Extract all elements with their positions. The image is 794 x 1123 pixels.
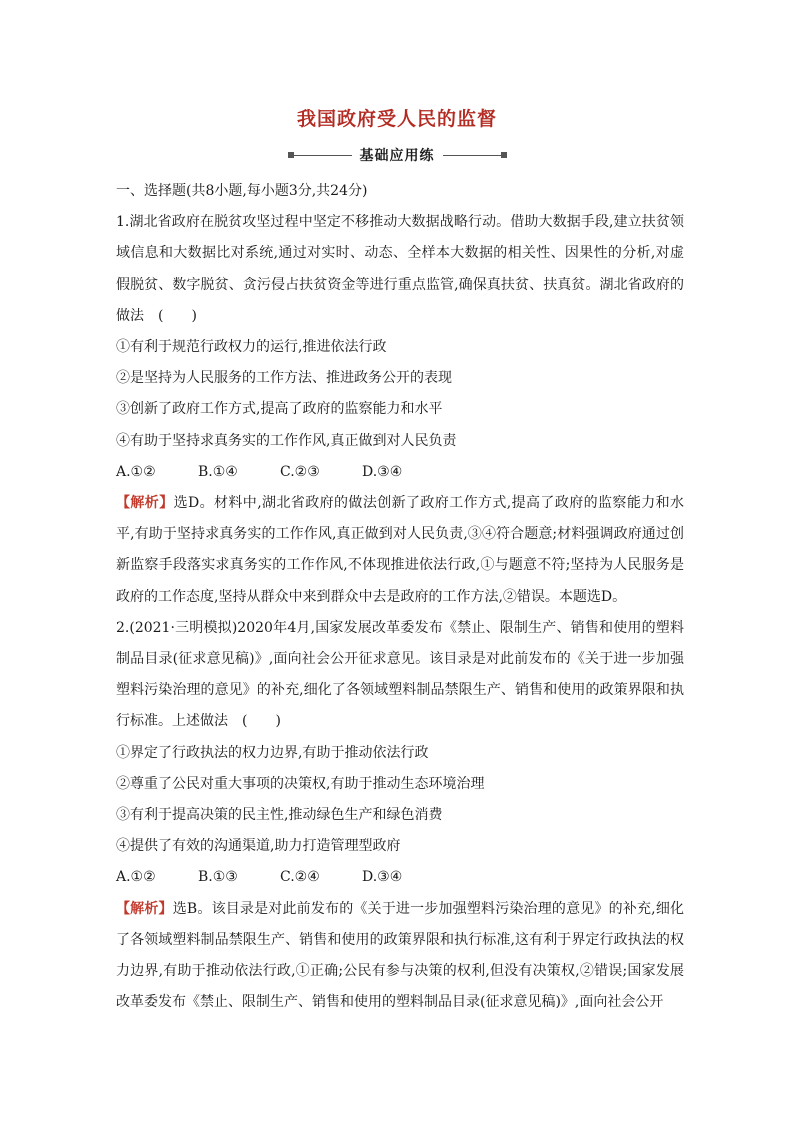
analysis-text: 选B。该目录是对此前发布的《关于进一步加强塑料污染治理的意见》的补充,细化了各领域塑料制品禁限生产、销售和使用的政策界限和执行标准,这有利于界定行政执法的权力边界,有助于推动依法行政,①正确;公民有参与决策的权利,但没有决策权,②错误;国家发展改革委发布《禁止、限制生产、销售和使用的塑料制品目录(征求意见稿)》,面向社会公开 [116, 900, 684, 1011]
option-b: B.①③ [198, 869, 238, 886]
analysis-tag: 【解析】 [116, 495, 174, 512]
question-2-analysis [116, 894, 684, 1019]
section-header [0, 145, 794, 165]
option-d: D.③④ [362, 463, 403, 480]
question-1-analysis [116, 488, 684, 613]
option-a: A.①② [116, 463, 156, 480]
analysis-text: 选D。材料中,湖北省政府的做法创新了政府工作方式,提高了政府的监察能力和水平,有助于坚持求真务实的工作作风,真正做到对人民负责,③④符合题意;材料强调政府通过创新监察手段落实求真务实的工作作风,不体现推进依法行政,①与题意不符;坚持为人民服务是政府的工作态度,坚持从群众中来到群众中去是政府的工作方法,②错误。本题选D。 [116, 495, 685, 605]
analysis-tag: 【解析】 [116, 900, 173, 917]
question-1-item: ②是坚持为人民服务的工作方法、推进政务公开的表现 [116, 370, 452, 387]
question-1-stem: 1.湖北省政府在脱贫攻坚过程中坚定不移推动大数据战略行动。借助大数据手段,建立扶贫领域信息和大数据比对系统,通过对实时、动态、全样本大数据的相关性、因果性的分析,对虚假脱贫、数字脱贫、贪污侵占扶贫资金等进行重点监管,确保真扶贫、扶真贫。湖北省政府的做法 ( ) [116, 214, 684, 324]
question-2-item: ④提供了有效的沟通渠道,助力打造管理型政府 [116, 838, 401, 855]
question-2-stem: 2.(2021·三明模拟)2020年4月,国家发展改革委发布《禁止、限制生产、销售和使用的塑料制品目录(征求意见稿)》,面向社会公开征求意见。该目录是对此前发布的《关于进一步加强塑料污染治理的意见》的补充,细化了各领域塑料制品禁限生产、销售和使用的政策界限和执行标准。上述做法 ( ) [116, 619, 684, 730]
section-label: 基础应用练 [359, 148, 435, 164]
section-rule-right [443, 155, 501, 156]
question-1-item: ④有助于坚持求真务实的工作作风,真正做到对人民负责 [116, 432, 457, 449]
document-body [116, 176, 684, 1018]
question-2-item: ②尊重了公民对重大事项的决策权,有助于推动生态环境治理 [116, 775, 485, 792]
option-a: A.①② [116, 869, 156, 886]
part-heading: 一、选择题(共8小题,每小题3分,共24分) [116, 183, 368, 199]
option-c: C.②③ [280, 463, 320, 480]
question-1-options [116, 457, 684, 488]
question-2-item: ①界定了行政执法的权力边界,有助于推动依法行政 [116, 744, 429, 761]
question-1-item: ①有利于规范行政权力的运行,推进依法行政 [116, 339, 387, 356]
option-c: C.②④ [280, 869, 320, 886]
section-rule-left [294, 155, 352, 156]
page-title: 我国政府受人民的监督 [296, 108, 497, 130]
question-2-options [116, 862, 684, 893]
option-d: D.③④ [362, 869, 403, 886]
question-1-item: ③创新了政府工作方式,提高了政府的监察能力和水平 [116, 401, 443, 418]
question-2-item: ③有利于提高决策的民主性,推动绿色生产和绿色消费 [116, 807, 443, 824]
option-b: B.①④ [198, 463, 238, 480]
